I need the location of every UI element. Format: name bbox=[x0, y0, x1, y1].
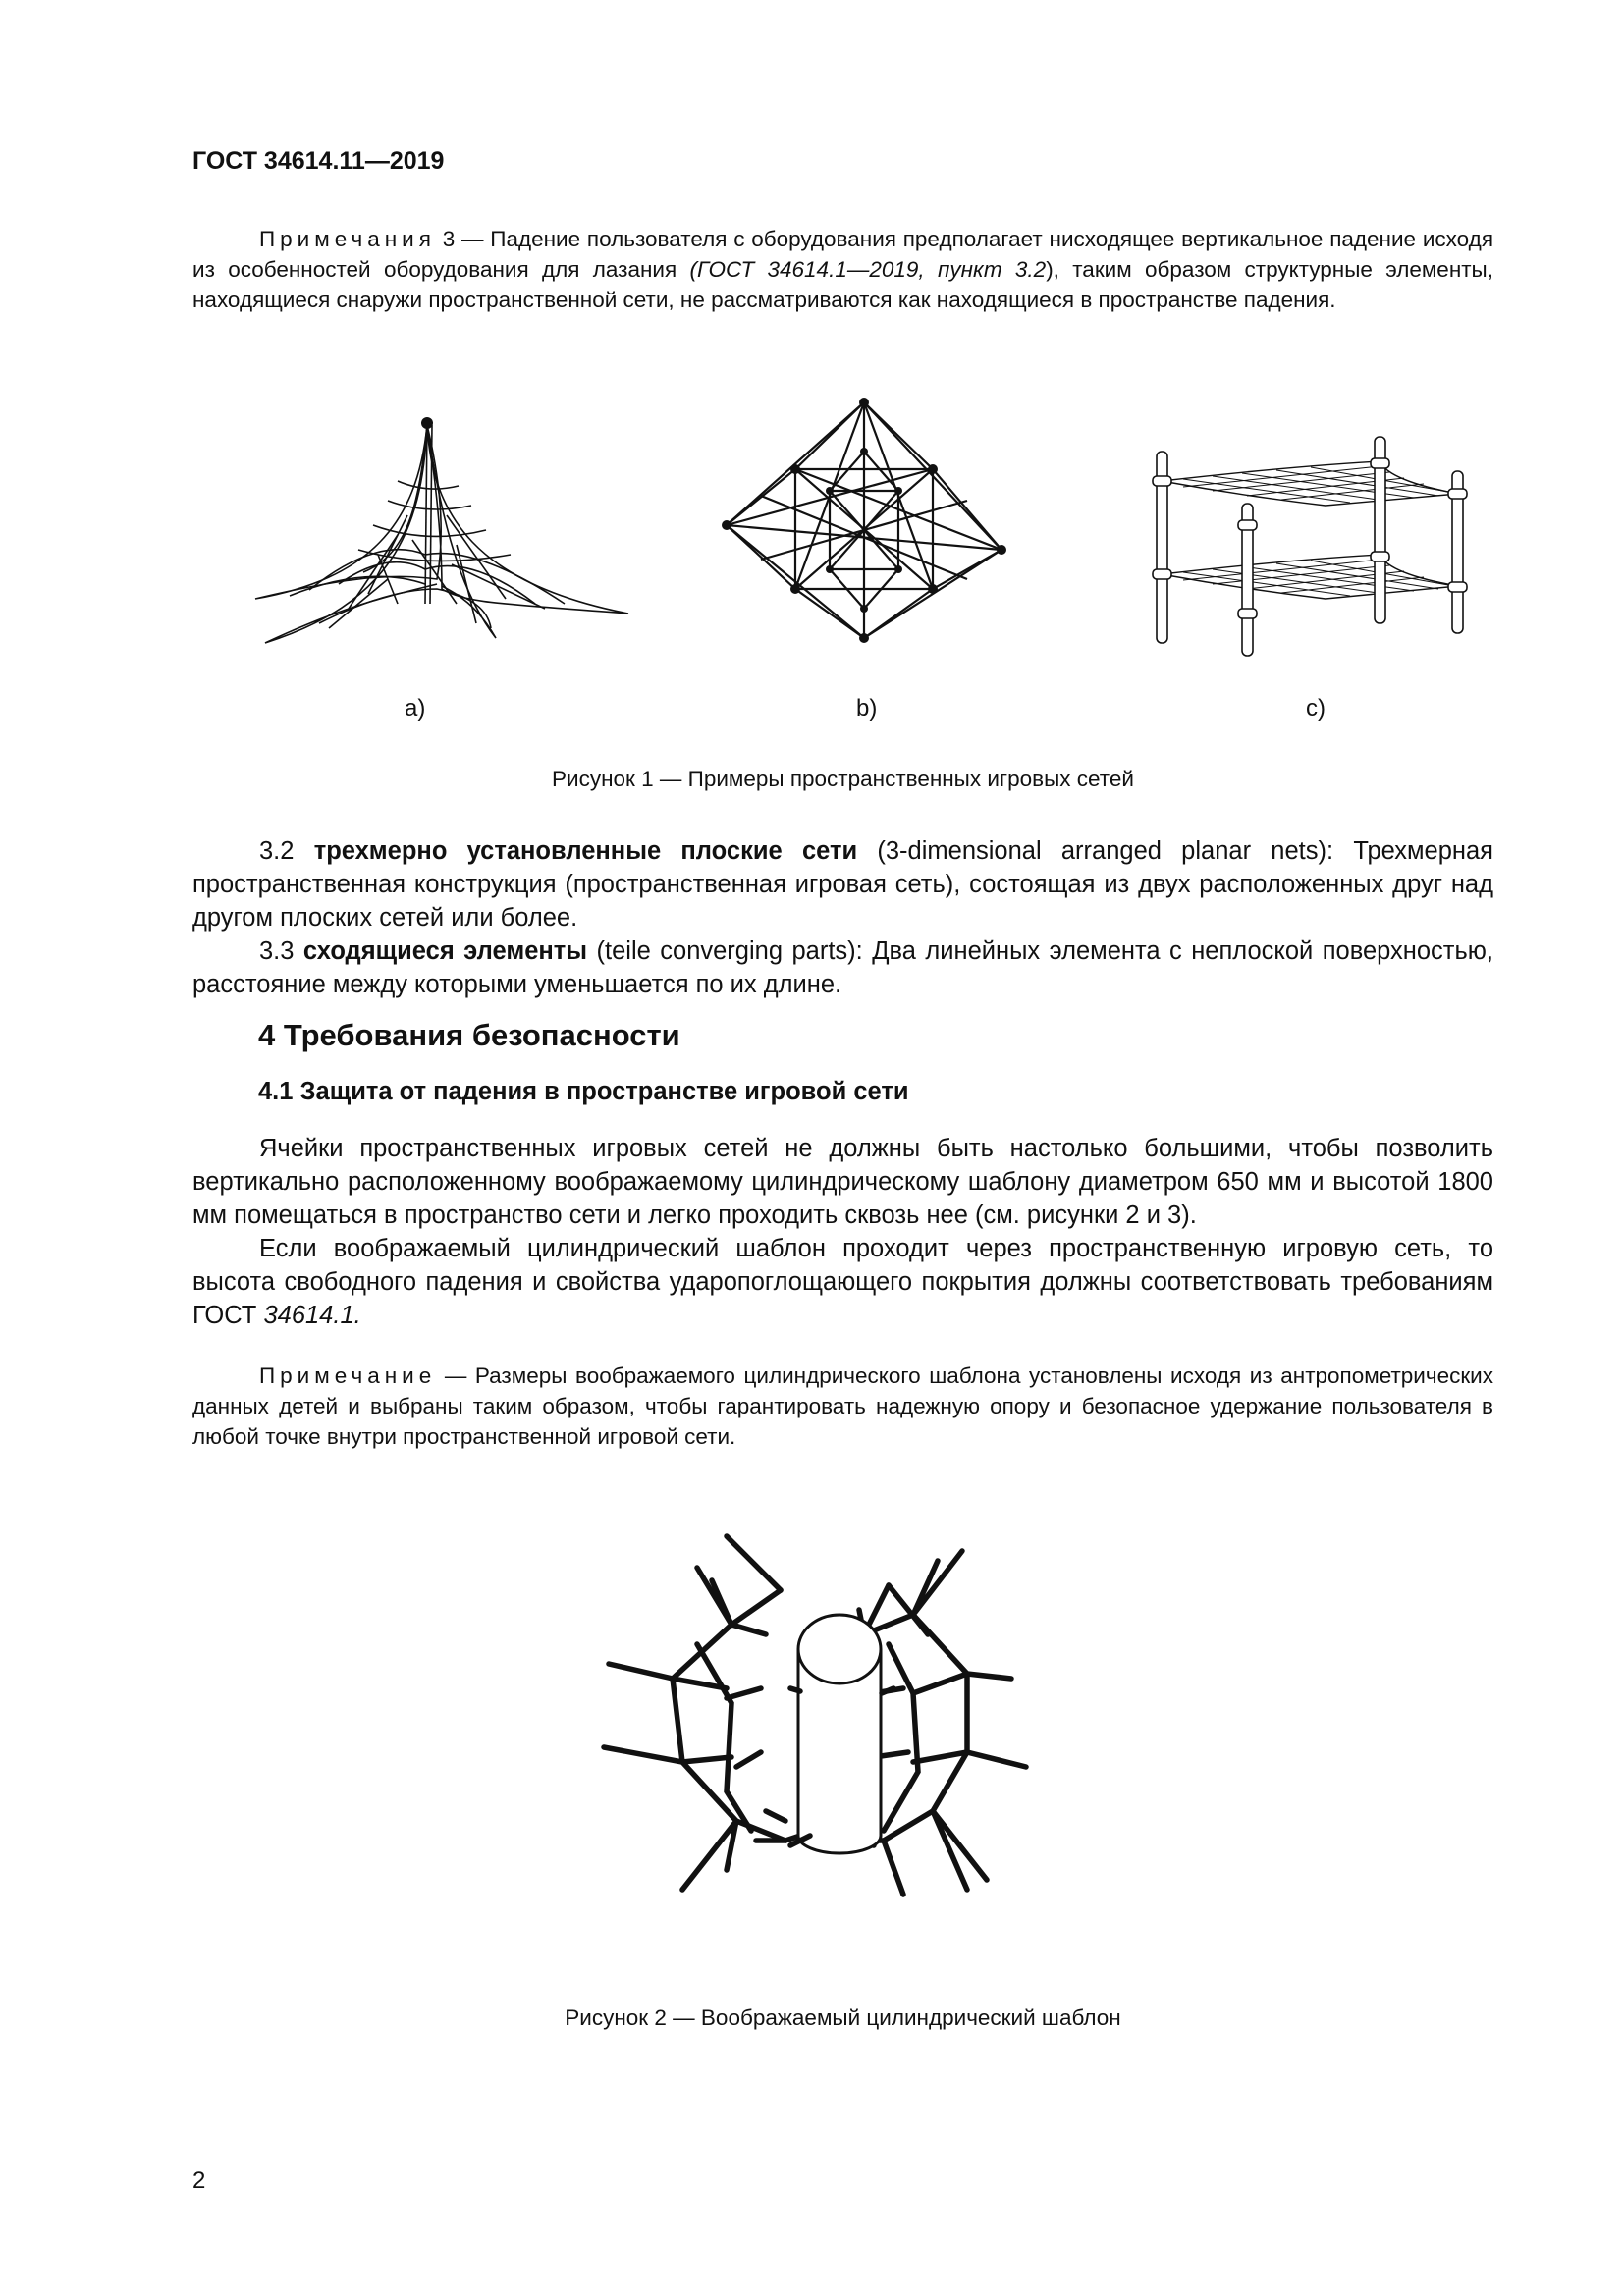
definition-term: трехмерно установленные плоские сети bbox=[313, 837, 858, 865]
definition-term: сходящиеся элементы bbox=[302, 937, 588, 965]
standard-header: ГОСТ 34614.11—2019 bbox=[192, 147, 445, 175]
definition-number: 3.3 bbox=[259, 937, 303, 965]
figure-1c-label: c) bbox=[1306, 695, 1326, 721]
definition-number: 3.2 bbox=[259, 837, 314, 865]
note-text-b: ), таким образом структурные элементы, находящиеся снаружи пространственной сети, не рассматриваются как находящиеся в пространстве падения. bbox=[192, 257, 1493, 312]
figure-1b-lattice-net bbox=[717, 393, 1011, 648]
note-template-dimensions bbox=[192, 1361, 1493, 1452]
figure-2-cylinder-template bbox=[589, 1517, 1041, 1968]
paragraph-text: Если воображаемый цилиндрический шаблон проходит через пространственную игровую сеть, то высота свободного падения и свойства ударопоглощающего покрытия должны соответствовать требованиям ГОСТ bbox=[192, 1235, 1493, 1329]
definition-text: (teile converging parts): Два линейных элемента с неплоской поверхностью, расстояние между которыми уменьшается по их длине. bbox=[192, 937, 1493, 998]
definition-text: (3-dimensional arranged planar nets): Трехмерная пространственная конструкция (пространственная игровая сеть), состоящая из двух расположенных друг над другом плоских сетей или более. bbox=[192, 837, 1493, 932]
definition-3-3 bbox=[192, 934, 1493, 1001]
paragraph-cells-size: Ячейки пространственных игровых сетей не должны быть настолько большими, чтобы позволить вертикально расположенному воображаемому цилиндрическому шаблону диаметром 650 мм и высотой 1800 мм помещаться в пространство сети и легко проходить сквозь нее (см. рисунки 2 и 3). bbox=[192, 1135, 1493, 1229]
figure-1c-stacked-nets bbox=[1144, 427, 1478, 658]
paragraph-reference: 34614.1. bbox=[263, 1302, 361, 1329]
section-4-1-heading: 4.1 Защита от падения в пространстве игровой сети bbox=[258, 1078, 909, 1105]
figure-1-caption: Рисунок 1 — Примеры пространственных игровых сетей bbox=[552, 767, 1134, 791]
note-3 bbox=[192, 224, 1493, 315]
definition-3-2 bbox=[192, 834, 1493, 934]
figure-1a-pyramid-net bbox=[250, 407, 633, 653]
note-label: Примечания bbox=[259, 227, 436, 251]
figure-1b-label: b) bbox=[856, 695, 878, 721]
figure-2-caption: Рисунок 2 — Воображаемый цилиндрический шаблон bbox=[565, 2005, 1121, 2030]
figure-1a-label: a) bbox=[405, 695, 426, 721]
note-reference: (ГОСТ 34614.1—2019, пункт 3.2 bbox=[689, 257, 1047, 282]
section-4-heading: 4 Требования безопасности bbox=[258, 1018, 680, 1052]
note-text: — Размеры воображаемого цилиндрического шаблона установлены исходя из антропометрических данных детей и выбраны таким образом, чтобы гарантировать надежную опору и безопасное удержание пользователя в любой точке внутри пространственной игровой сети. bbox=[192, 1363, 1493, 1449]
page-number: 2 bbox=[192, 2167, 206, 2194]
paragraph-free-fall bbox=[192, 1232, 1493, 1332]
note-label: Примечание bbox=[259, 1363, 437, 1388]
note-text-a: 3 — Падение пользователя с оборудования предполагает нисходящее вертикальное падение исходя из особенностей оборудования для лазания bbox=[192, 227, 1493, 282]
